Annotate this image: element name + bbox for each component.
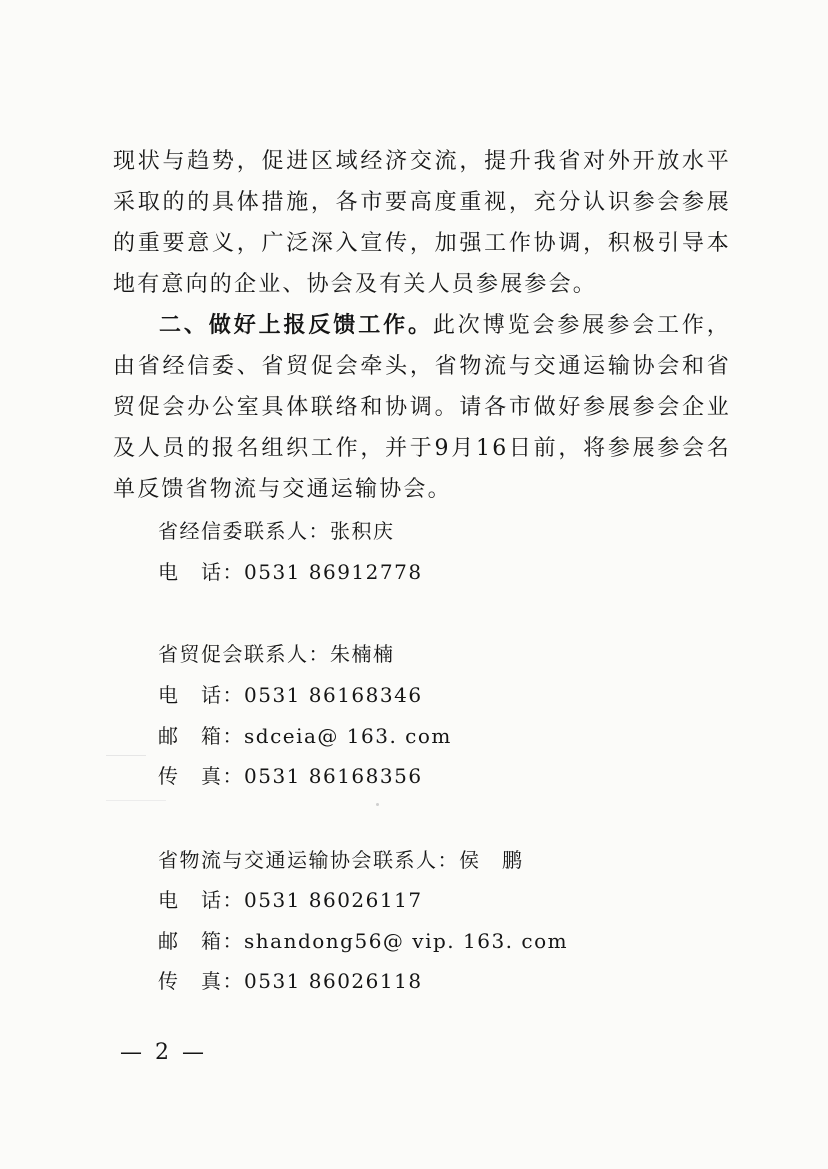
contact-wuliu-title: 省物流与交通运输协会联系人：侯 鹏 (158, 848, 524, 872)
contact-wuliu-fax (158, 965, 423, 994)
contact-jingxinwei-title: 省经信委联系人：张积庆 (158, 519, 395, 543)
email-label: 邮 箱 (158, 724, 223, 748)
contact-wuliu-email (158, 925, 568, 954)
phone-label: 电 话 (158, 683, 223, 707)
section-2-text: 此次博览会参展参会工作，由省经信委、省贸促会牵头，省物流与交通运输协会和省贸促会办公室具体联络和协调。请各市做好参展参会企业及人员的报名组织工作，并于9月16日前，将参展参会名单反馈省物流与交通运输协会。 (113, 313, 732, 502)
contact-jingxinwei-phone (158, 556, 423, 585)
email-value: ：shandong56@ vip. 163. com (222, 929, 569, 953)
contact-maocuhui-email (158, 720, 452, 749)
contact-wuliu-phone (158, 884, 423, 913)
page-number: — 2 — (120, 1040, 207, 1065)
body-paragraph-1: 现状与趋势，促进区域经济交流，提升我省对外开放水平采取的的具体措施，各市要高度重视，充分认识参会参展的重要意义，广泛深入宣传，加强工作协调，积极引导本地有意向的企业、协会及有关人员参展参会。 (113, 149, 731, 297)
contact-maocuhui-fax (158, 760, 423, 789)
email-label: 邮 箱 (158, 929, 223, 953)
phone-label: 电 话 (158, 888, 223, 912)
scan-artifact (106, 800, 166, 801)
scan-artifact (106, 755, 146, 756)
fax-value: ：0531 86026118 (222, 969, 423, 993)
fax-label: 传 真 (158, 969, 223, 993)
fax-label: 传 真 (158, 764, 223, 788)
body-paragraph-2 (113, 305, 731, 510)
scan-artifact (376, 803, 379, 806)
phone-value: ：0531 86026117 (222, 888, 423, 912)
phone-label: 电 话 (158, 560, 223, 584)
contact-maocuhui-title: 省贸促会联系人：朱楠楠 (158, 642, 395, 666)
phone-value: ：0531 86912778 (222, 560, 423, 584)
fax-value: ：0531 86168356 (222, 764, 423, 788)
email-value: ：sdceia@ 163. com (222, 724, 452, 748)
section-heading-2: 二、做好上报反馈工作。 (159, 313, 433, 338)
phone-value: ：0531 86168346 (222, 683, 423, 707)
contact-maocuhui-phone (158, 679, 423, 708)
